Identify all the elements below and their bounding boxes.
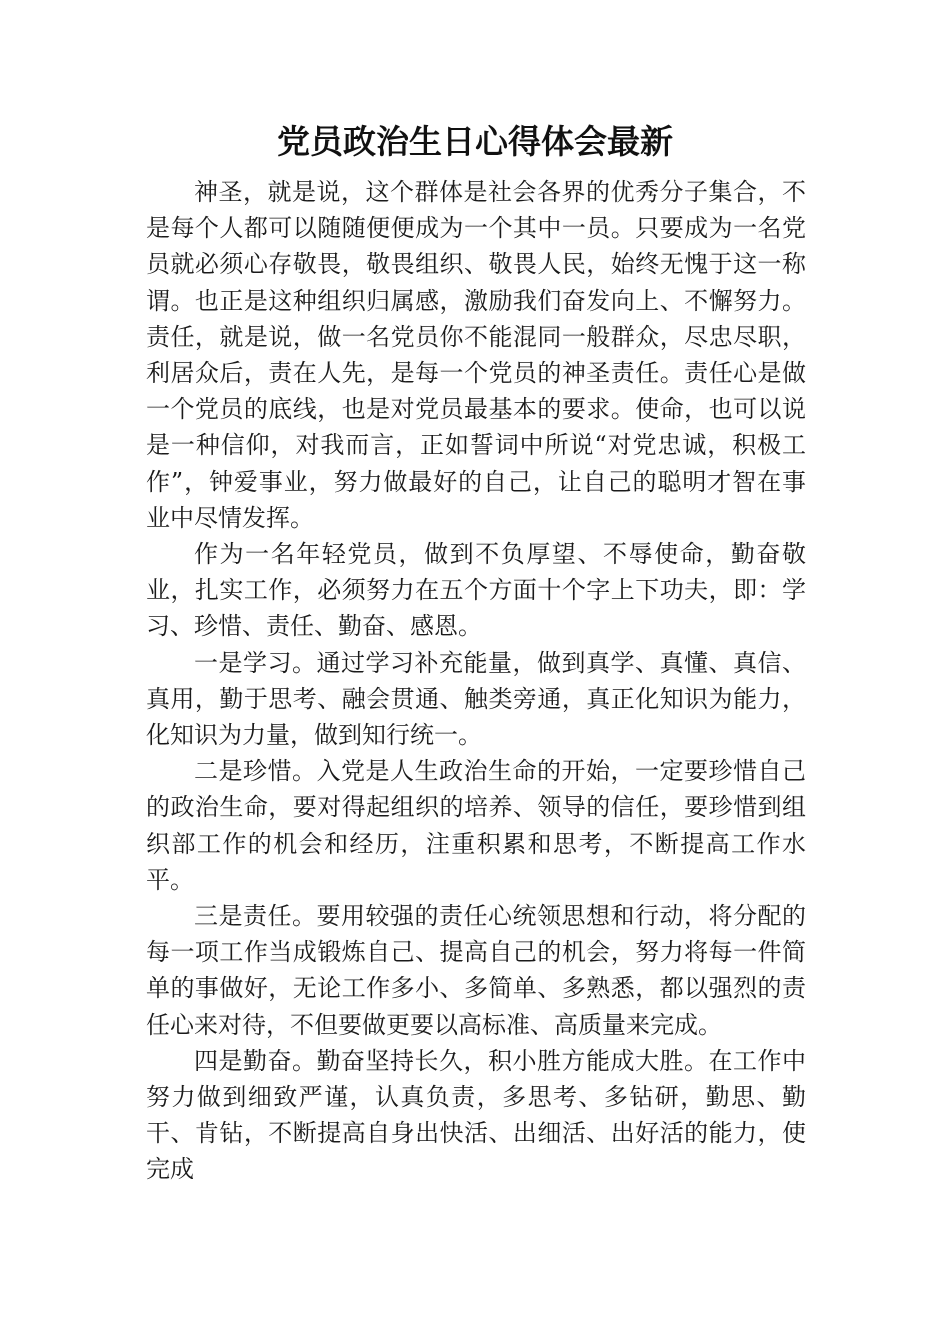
paragraph-5: 三是责任。要用较强的责任心统领思想和行动，将分配的每一项工作当成锻炼自己、提高自己的机会，努力将每一件简单的事做好，无论工作多小、多简单、多熟悉，都以强烈的责任心来对待，不但要做更要以高标准、高质量来完成。 <box>146 902 806 1039</box>
paragraph-6: 四是勤奋。勤奋坚持长久，积小胜方能成大胜。在工作中努力做到细致严谨，认真负责，多思考、多钻研，勤思、勤干、肯钻，不断提高自身出快活、出细活、出好活的能力，使完成 <box>146 1046 806 1184</box>
paragraph-4: 二是珍惜。入党是人生政治生命的开始，一定要珍惜自己的政治生命，要对得起组织的培养、领导的信任，要珍惜到组织部工作的机会和经历，注重积累和思考，不断提高工作水平。 <box>146 757 806 894</box>
paragraph-1: 神圣，就是说，这个群体是社会各界的优秀分子集合，不是每个人都可以随随便便成为一个其中一员。只要成为一名党员就必须心存敬畏，敬畏组织、敬畏人民，始终无愧于这一称谓。也正是这种组织归属感，激励我们奋发向上、不懈努力。责任，就是说，做一名党员你不能混同一般群众，尽忠尽职，利居众后，责在人先，是每一个党员的神圣责任。责任心是做一个党员的底线，也是对党员最基本的要求。使命，也可以说是一种信仰，对我而言，正如誓词中所说“对党忠诚，积极工作”，钟爱事业，努力做最好的自己，让自己的聪明才智在事业中尽情发挥。 <box>146 178 806 532</box>
paragraph-2: 作为一名年轻党员，做到不负厚望、不辱使命，勤奋敬业，扎实工作，必须努力在五个方面十个字上下功夫，即：学习、珍惜、责任、勤奋、感恩。 <box>146 540 806 641</box>
paragraph-3: 一是学习。通过学习补充能量，做到真学、真懂、真信、真用，勤于思考、融会贯通、触类旁通，真正化知识为能力，化知识为力量，做到知行统一。 <box>146 648 806 750</box>
document-body <box>146 174 806 1188</box>
document-title: 党员政治生日心得体会最新 <box>277 122 673 161</box>
